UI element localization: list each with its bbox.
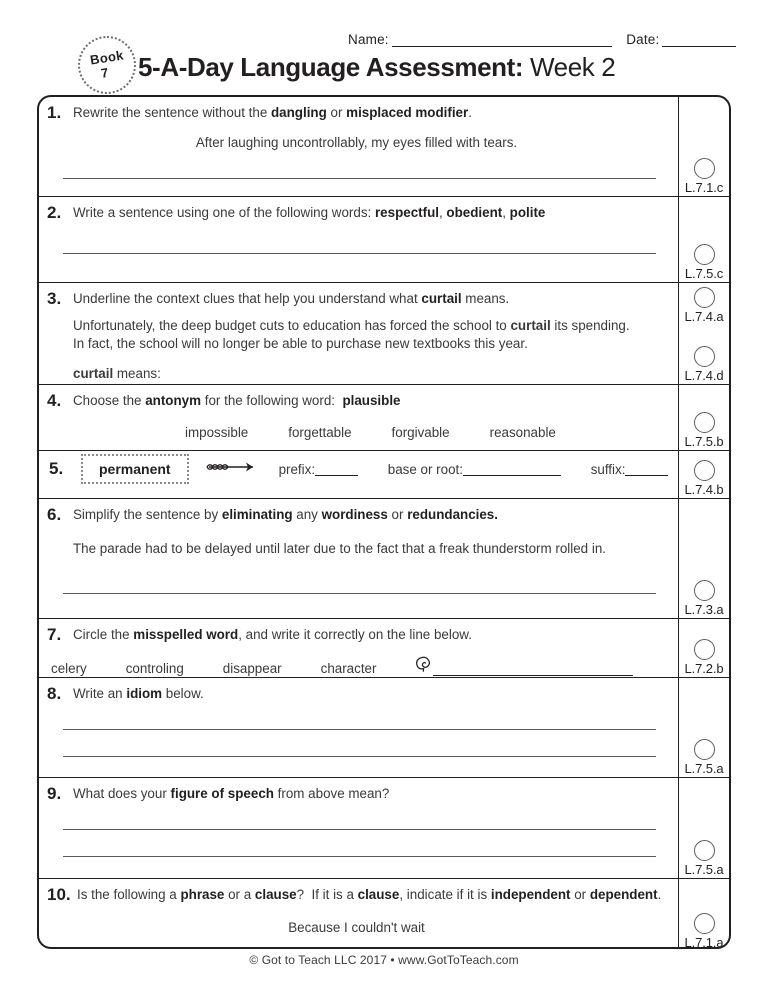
standard-code: L.7.5.b — [684, 434, 724, 449]
question-row-8 — [39, 678, 729, 778]
standard-item[interactable] — [679, 287, 729, 325]
standards-cell-4 — [678, 385, 729, 450]
question-content-1 — [39, 97, 678, 196]
page-title-week: Week 2 — [530, 52, 616, 82]
standard-item[interactable] — [679, 412, 729, 450]
answer-choices-4 — [45, 425, 668, 440]
answer-choices-7 — [45, 654, 668, 676]
spiral-icon — [415, 654, 432, 676]
question-row-2 — [39, 197, 729, 283]
question-content-7 — [39, 619, 678, 677]
choice-option[interactable]: forgivable — [391, 424, 450, 440]
question-header-3 — [45, 289, 668, 309]
standard-code: L.7.4.d — [684, 368, 724, 383]
answer-line-1[interactable] — [63, 178, 656, 179]
question-row-4 — [39, 385, 729, 451]
question-number-6: 6. — [47, 505, 62, 524]
name-label: Name: — [348, 32, 389, 47]
book-badge-label: Book — [89, 47, 125, 68]
question-content-5 — [39, 451, 678, 498]
question-content-9 — [39, 778, 678, 878]
standards-cell-6 — [678, 499, 729, 618]
prefix-input-line[interactable] — [315, 463, 358, 476]
standard-code: L.7.1.c — [684, 180, 724, 195]
score-circle-icon[interactable] — [694, 840, 715, 861]
answer-line-9a[interactable] — [63, 829, 656, 830]
page-footer: © Got to Teach LLC 2017 • www.GotToTeach.com — [249, 953, 519, 967]
question-prompt-3: Underline the context clues that help you understand what curtail means. — [73, 291, 510, 306]
page-title-main: 5-A-Day Language Assessment: — [138, 52, 524, 82]
score-circle-icon[interactable] — [694, 158, 715, 179]
answer-line-6[interactable] — [63, 593, 656, 594]
question-number-3: 3. — [47, 289, 62, 308]
question-number-7: 7. — [47, 625, 62, 644]
standards-cell-8 — [678, 678, 729, 777]
question-row-10 — [39, 879, 729, 949]
choice-option[interactable]: controling — [125, 660, 184, 676]
spelling-answer-line[interactable] — [433, 663, 633, 676]
question-row-1 — [39, 97, 729, 197]
question-header-2 — [45, 203, 668, 223]
standard-item[interactable] — [679, 460, 729, 498]
question-content-3 — [39, 283, 678, 384]
score-circle-icon[interactable] — [694, 287, 715, 308]
question-sentence-1: After laughing uncontrollably, my eyes filled with tears. — [195, 134, 518, 150]
question-number-1: 1. — [47, 103, 62, 122]
suffix-label: suffix: — [590, 461, 626, 477]
standard-code: L.7.5.a — [684, 761, 724, 776]
book-badge — [78, 36, 136, 94]
worksheet-frame — [37, 95, 731, 949]
standard-code: L.7.5.a — [684, 862, 724, 877]
score-circle-icon[interactable] — [694, 739, 715, 760]
score-circle-icon[interactable] — [694, 412, 715, 433]
standards-cell-3 — [678, 283, 729, 384]
target-word-box: permanent — [81, 454, 189, 484]
standard-item[interactable] — [679, 158, 729, 196]
question-row-9 — [39, 778, 729, 879]
standard-item[interactable] — [679, 639, 729, 677]
question-number-2: 2. — [47, 203, 62, 222]
question-header-1 — [45, 103, 668, 123]
spelling-answer-area — [415, 654, 633, 676]
question-sentence-6: The parade had to be delayed until later due to the fact that a freak thunderstorm rolled in. — [73, 540, 606, 556]
standards-cell-10 — [678, 879, 729, 949]
question-row-3 — [39, 283, 729, 385]
question-passage-3: Unfortunately, the deep budget cuts to education has forced the school to curtail its spending. In fact, the school will no longer be able to purchase new textbooks this year. — [73, 317, 630, 351]
question-header-8 — [45, 684, 668, 704]
standard-code: L.7.5.c — [684, 266, 724, 281]
question-content-10 — [39, 879, 678, 949]
question-prompt-6: Simplify the sentence by eliminating any wordiness or redundancies. — [73, 507, 498, 522]
standards-cell-2 — [678, 197, 729, 282]
choice-option[interactable]: character — [320, 660, 377, 676]
score-circle-icon[interactable] — [694, 244, 715, 265]
answer-line-9b[interactable] — [63, 856, 656, 857]
question-header-9 — [45, 784, 668, 804]
standard-code: L.7.4.a — [684, 309, 724, 324]
question-number-5: 5. — [49, 459, 64, 479]
question-answer-prompt-3: curtail means: — [73, 365, 161, 381]
suffix-input-line[interactable] — [625, 463, 668, 476]
question-content-8 — [39, 678, 678, 777]
standards-cell-1 — [678, 97, 729, 196]
choice-option[interactable]: reasonable — [489, 424, 556, 440]
question-row-6 — [39, 499, 729, 619]
question-number-9: 9. — [47, 784, 62, 803]
standards-cell-9 — [678, 778, 729, 878]
arrow-icon — [203, 460, 265, 479]
score-circle-icon[interactable] — [694, 913, 715, 934]
question-prompt-8: Write an idiom below. — [73, 686, 204, 701]
standards-cell-7 — [678, 619, 729, 677]
score-circle-icon[interactable] — [694, 460, 715, 481]
name-date-row — [348, 32, 736, 47]
standards-cell-5 — [678, 451, 729, 498]
standard-code: L.7.3.a — [684, 602, 724, 617]
score-circle-icon[interactable] — [694, 580, 715, 601]
standard-code: L.7.4.b — [684, 482, 724, 497]
page-title — [138, 52, 615, 83]
question-row-7 — [39, 619, 729, 678]
base-root-label: base or root: — [387, 461, 463, 477]
question-content-6 — [39, 499, 678, 618]
book-badge-number: 7 — [100, 64, 110, 81]
answer-line-8b[interactable] — [63, 756, 656, 757]
choice-option[interactable]: forgettable — [288, 424, 352, 440]
choice-option[interactable]: impossible — [185, 424, 249, 440]
question-prompt-7: Circle the misspelled word, and write it correctly on the line below. — [73, 627, 472, 642]
question-prompt-10: Is the following a phrase or a clause? If it is a clause, indicate if it is independent or dependent. — [77, 887, 662, 902]
question-header-6 — [45, 505, 668, 525]
choice-option[interactable]: disappear — [222, 660, 282, 676]
question-number-10: 10. — [47, 885, 71, 904]
prefix-label: prefix: — [278, 461, 316, 477]
question-prompt-1: Rewrite the sentence without the dangling or misplaced modifier. — [73, 105, 472, 120]
standard-item[interactable] — [679, 840, 729, 878]
answer-line-2[interactable] — [63, 253, 656, 254]
base-root-input-line[interactable] — [463, 463, 561, 476]
standard-item[interactable] — [679, 346, 729, 384]
standard-item[interactable] — [679, 913, 729, 949]
choice-option[interactable]: celery — [51, 660, 87, 676]
name-input-line[interactable] — [392, 33, 613, 47]
answer-line-8a[interactable] — [63, 729, 656, 730]
standard-code: L.7.2.b — [684, 661, 724, 676]
question-header-7 — [45, 625, 668, 645]
standard-item[interactable] — [679, 580, 729, 618]
question-prompt-9: What does your figure of speech from above mean? — [73, 786, 390, 801]
score-circle-icon[interactable] — [694, 346, 715, 367]
morphology-exercise-5 — [45, 454, 668, 484]
question-header-10 — [45, 885, 668, 905]
question-prompt-4: Choose the antonym for the following word: plausible — [73, 393, 401, 408]
question-header-4 — [45, 391, 668, 411]
standard-item[interactable] — [679, 244, 729, 282]
question-sentence-10: Because I couldn't wait — [288, 919, 425, 935]
question-number-4: 4. — [47, 391, 62, 410]
score-circle-icon[interactable] — [694, 639, 715, 660]
standard-code: L.7.1.a — [684, 935, 724, 949]
question-content-2 — [39, 197, 678, 282]
question-row-5 — [39, 451, 729, 499]
page-header — [0, 0, 768, 96]
date-label: Date: — [626, 32, 660, 47]
question-prompt-2: Write a sentence using one of the following words: respectful, obedient, polite — [73, 205, 546, 220]
standard-item[interactable] — [679, 739, 729, 777]
question-content-4 — [39, 385, 678, 450]
question-number-8: 8. — [47, 684, 62, 703]
date-input-line[interactable] — [662, 33, 736, 47]
